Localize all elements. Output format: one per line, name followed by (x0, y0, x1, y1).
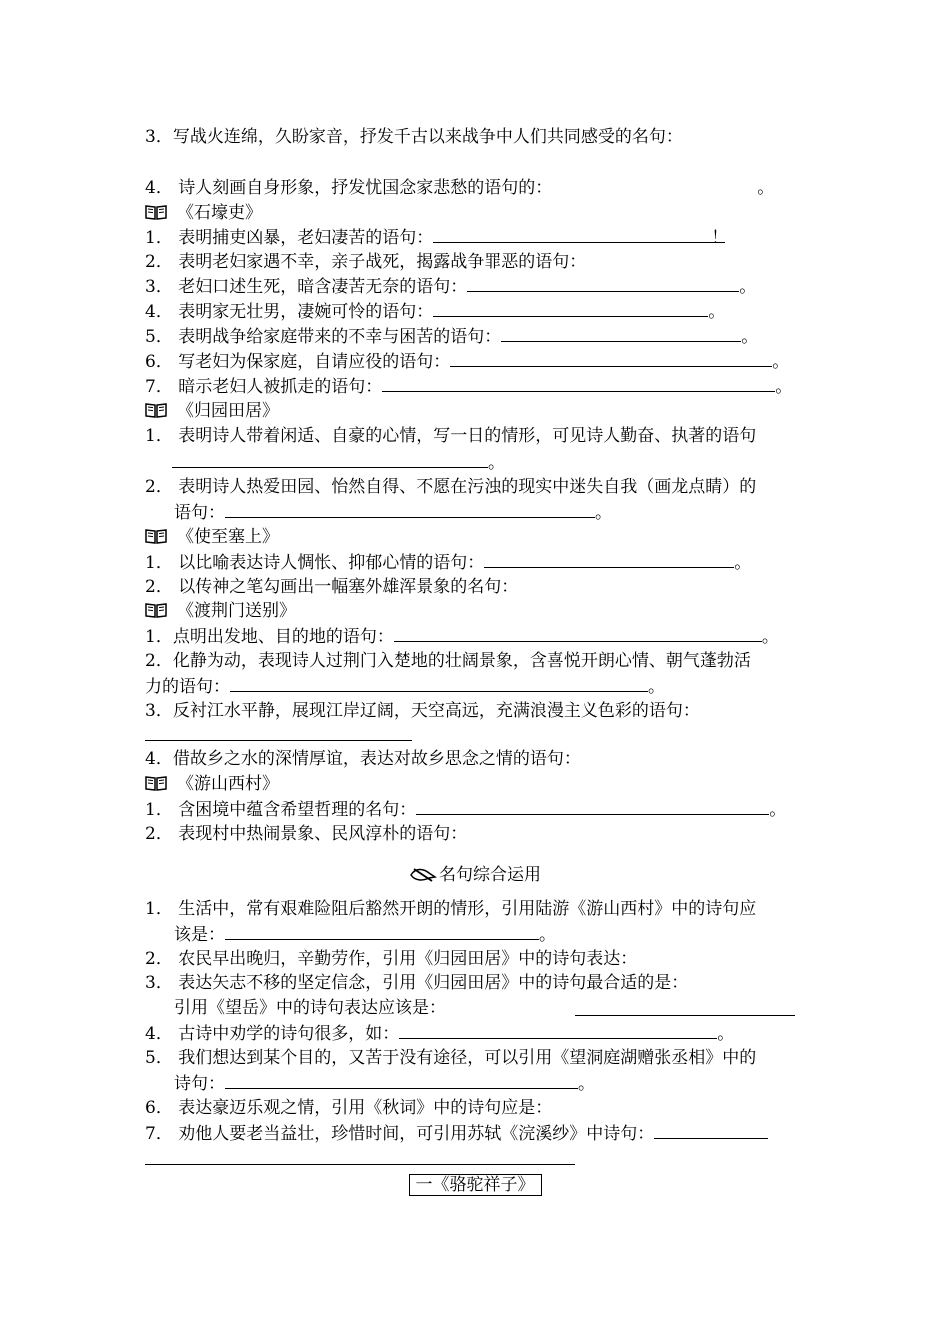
section-heading: 《石壕吏》 (145, 202, 262, 224)
question-line: 力的语句： 。 (145, 677, 665, 697)
question-line: 2．化静为动，表现诗人过荆门入楚地的壮阔景象，含喜悦开朗心情、朝气蓬勃活 (145, 651, 751, 671)
answer-blank[interactable] (382, 375, 775, 392)
question-line: 诗句： 。 (174, 1074, 595, 1094)
section-heading: 《渡荆门送别》 (145, 600, 296, 622)
question-line: 2． 以传神之笔勾画出一幅塞外雄浑景象的名句： (145, 577, 519, 597)
answer-blank[interactable] (433, 226, 725, 243)
question-line: 3． 表达矢志不移的坚定信念，引用《归园田居》中的诗句最合适的是： (145, 973, 689, 993)
question-line: 引用《望岳》中的诗句表达应该是： (174, 998, 446, 1018)
question-line: 1．点明出发地、目的地的语句： 。 (145, 627, 779, 647)
section-heading: 《使至塞上》 (145, 526, 279, 548)
question-line: 1． 表明诗人带着闲适、自豪的心情，写一日的情形，可见诗人勤奋、执著的语句 (145, 426, 757, 446)
answer-blank[interactable] (416, 798, 769, 815)
next-section-title: 一《骆驼祥子》 (0, 1174, 950, 1196)
question-line: 2． 表明诗人热爱田园、怡然自得、不愿在污浊的现实中迷失自我（画龙点睛）的 (145, 477, 757, 497)
answer-blank[interactable] (172, 451, 488, 468)
question-line: 7． 暗示老妇人被抓走的语句： 。 (145, 377, 793, 397)
open-book-icon (145, 204, 167, 220)
question-line: 1． 以比喻表达诗人惆怅、抑郁心情的语句： 。 (145, 553, 752, 573)
answer-blank[interactable] (145, 740, 412, 741)
question-line: 4． 诗人刻画自身形象，抒发忧国念家悲愁的语句的： 。 (145, 178, 775, 198)
question-line: 2． 表现村中热闹景象、民风淳朴的语句： (145, 824, 468, 844)
question-line: 4． 古诗中劝学的诗句很多，如： 。 (145, 1024, 735, 1044)
question-line: 。 (172, 451, 505, 474)
open-book-icon (145, 402, 167, 418)
question-line: 4．借故乡之水的深情厚谊，表达对故乡思念之情的语句： (145, 749, 581, 769)
answer-blank[interactable] (399, 1022, 717, 1039)
answer-blank[interactable] (484, 551, 734, 568)
answer-blank[interactable] (575, 1015, 795, 1016)
answer-blank[interactable] (225, 923, 539, 940)
question-line: 3． 老妇口述生死，暗含凄苦无奈的语句： 。 (145, 277, 757, 297)
open-book-icon (145, 602, 167, 618)
answer-blank[interactable] (501, 325, 741, 342)
question-line: 6． 表达豪迈乐观之情，引用《秋词》中的诗句应是： (145, 1098, 553, 1118)
question-line: 1． 表明捕吏凶暴，老妇凄苦的语句： ！ (145, 228, 729, 248)
question-line: 2． 农民早出晚归，辛勤劳作，引用《归园田居》中的诗句表达： (145, 949, 638, 969)
answer-blank[interactable] (394, 625, 762, 642)
question-line: 1． 含困境中蕴含希望哲理的名句： 。 (145, 800, 787, 820)
question-line: 7． 劝他人要老当益壮，珍惜时间，可引用苏轼《浣溪纱》中诗句： (145, 1122, 768, 1145)
answer-blank[interactable] (654, 1122, 768, 1139)
question-line: 3．写战火连绵，久盼家音，抒发千古以来战争中人们共同感受的名句： (145, 127, 683, 147)
question-line: 语句： 。 (174, 503, 612, 523)
question-line: 2． 表明老妇家遇不幸，亲子战死，揭露战争罪恶的语句： (145, 252, 587, 272)
answer-blank[interactable] (145, 1164, 575, 1165)
question-line: 1． 生活中，常有艰难险阻后豁然开朗的情形，引用陆游《游山西村》中的诗句应 (145, 899, 757, 919)
answer-blank[interactable] (225, 501, 595, 518)
answer-blank[interactable] (230, 675, 648, 692)
section-heading: 名句综合运用 (0, 864, 950, 886)
pen-icon (409, 865, 437, 883)
section-heading: 《归园田居》 (145, 400, 279, 422)
question-line: 5． 我们想达到某个目的，又苦于没有途径，可以引用《望洞庭湖赠张丞相》中的 (145, 1048, 757, 1068)
question-line: 4． 表明家无壮男，凄婉可怜的语句： 。 (145, 302, 726, 322)
answer-blank[interactable] (225, 1072, 578, 1089)
open-book-icon (145, 775, 167, 791)
answer-blank[interactable] (450, 350, 772, 367)
answer-blank[interactable] (433, 300, 708, 317)
question-line: 5． 表明战争给家庭带来的不幸与困苦的语句： 。 (145, 327, 759, 347)
answer-blank[interactable] (467, 275, 739, 292)
question-line: 6． 写老妇为保家庭，自请应役的语句： 。 (145, 352, 790, 372)
question-line: 3．反衬江水平静，展现江岸辽阔，天空高远，充满浪漫主义色彩的语句： (145, 701, 700, 721)
open-book-icon (145, 528, 167, 544)
question-line: 该是： 。 (174, 925, 556, 945)
section-heading: 《游山西村》 (145, 773, 279, 795)
